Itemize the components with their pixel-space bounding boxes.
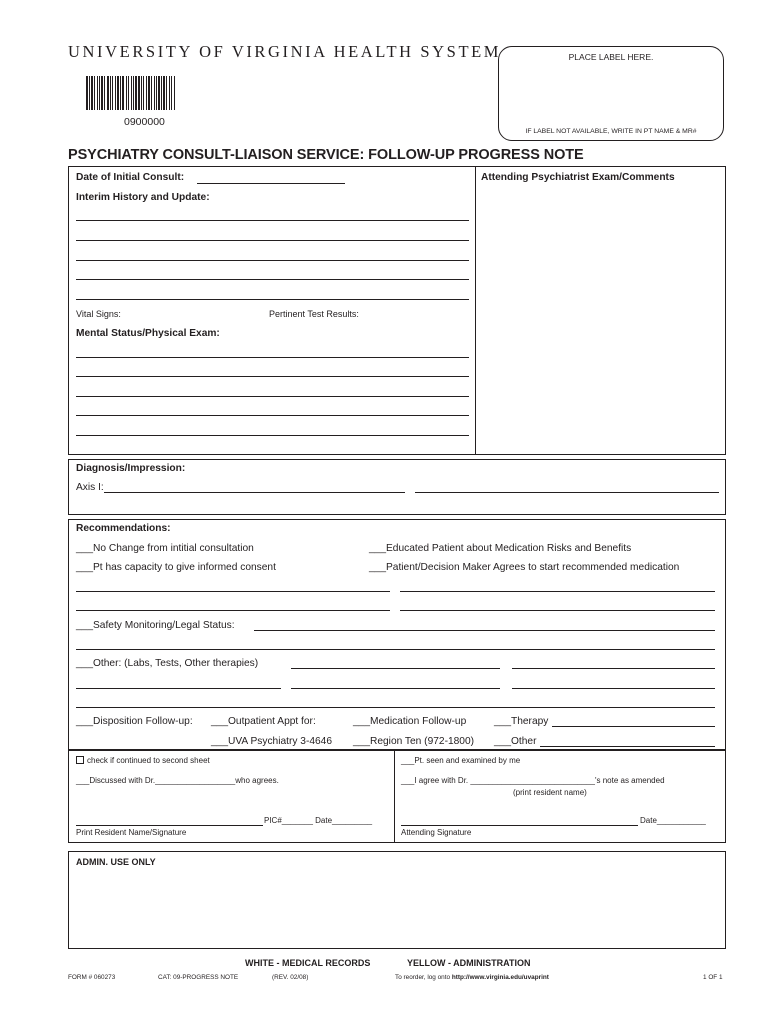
pertinent-tests-label: Pertinent Test Results:	[269, 309, 359, 319]
continued-label: check if continued to second sheet	[87, 756, 210, 765]
no-change-option[interactable]: ___No Change from intitial consultation	[76, 543, 254, 554]
axis-label: Axis I:	[76, 482, 104, 493]
therapy-field[interactable]	[552, 726, 715, 727]
agrees-medication-option[interactable]: ___Patient/Decision Maker Agrees to start recommended medication	[369, 562, 680, 573]
other-therapies-line[interactable]	[76, 688, 281, 689]
other-followup-field[interactable]	[540, 746, 715, 747]
safety-monitoring-field[interactable]	[254, 630, 715, 631]
diagnosis-heading: Diagnosis/Impression:	[76, 463, 186, 474]
label-fallback-instruction: IF LABEL NOT AVAILABLE, WRITE IN PT NAME & MR#	[525, 128, 697, 135]
other-therapies-field[interactable]	[512, 668, 715, 669]
medication-followup-option[interactable]: ___Medication Follow-up	[353, 716, 467, 727]
interim-history-line[interactable]	[76, 260, 469, 261]
yellow-copy-label: YELLOW - ADMINISTRATION	[407, 958, 531, 968]
uva-psychiatry-option[interactable]: ___UVA Psychiatry 3-4646	[211, 736, 332, 747]
section-divider	[475, 166, 476, 455]
checkbox-icon[interactable]	[76, 756, 84, 764]
page-count: 1 OF 1	[703, 974, 723, 981]
interim-history-line[interactable]	[76, 299, 469, 300]
reorder-prefix: To reorder, log onto	[395, 974, 452, 981]
date-initial-consult-field[interactable]	[197, 183, 345, 184]
white-copy-label: WHITE - MEDICAL RECORDS	[245, 958, 371, 968]
admin-heading: ADMIN. USE ONLY	[76, 857, 156, 867]
form-title: PSYCHIATRY CONSULT-LIAISON SERVICE: FOLLOW-UP PROGRESS NOTE	[68, 147, 584, 163]
print-resident-signature-label: Print Resident Name/Signature	[76, 828, 187, 837]
discussed-with-line[interactable]: ___Discussed with Dr.__________________who agrees.	[76, 776, 279, 785]
form-revision: (REV. 02/08)	[272, 974, 309, 981]
form-category: CAT: 09-PROGRESS NOTE	[158, 974, 239, 981]
barcode-number: 0900000	[124, 116, 165, 128]
axis-field[interactable]	[415, 492, 719, 493]
other-therapies-line[interactable]	[512, 688, 715, 689]
mental-status-line[interactable]	[76, 357, 469, 358]
interim-history-label: Interim History and Update:	[76, 192, 210, 203]
attending-comments-heading: Attending Psychiatrist Exam/Comments	[481, 172, 675, 183]
barcode	[86, 76, 210, 110]
mental-status-label: Mental Status/Physical Exam:	[76, 328, 220, 339]
mental-status-line[interactable]	[76, 376, 469, 377]
disposition-followup-option[interactable]: ___Disposition Follow-up:	[76, 716, 193, 727]
date-initial-consult-label: Date of Initial Consult:	[76, 172, 185, 183]
recommendation-line[interactable]	[76, 591, 390, 592]
axis-field[interactable]	[104, 492, 405, 493]
reorder-note	[395, 974, 549, 981]
recommendations-heading: Recommendations:	[76, 523, 171, 534]
interim-history-line[interactable]	[76, 240, 469, 241]
capacity-option[interactable]: ___Pt has capacity to give informed consent	[76, 562, 276, 573]
attending-signature-field[interactable]	[401, 825, 638, 826]
form-number: FORM # 060273	[68, 974, 116, 981]
other-followup-option[interactable]: ___Other	[494, 736, 537, 747]
recommendation-line[interactable]	[400, 591, 715, 592]
region-ten-option[interactable]: ___Region Ten (972-1800)	[353, 736, 475, 747]
therapy-option[interactable]: ___Therapy	[494, 716, 549, 727]
vital-signs-label: Vital Signs:	[76, 309, 121, 319]
educated-patient-option[interactable]: ___Educated Patient about Medication Risks and Benefits	[369, 543, 632, 554]
resident-signature-field[interactable]	[76, 825, 263, 826]
other-therapies-field[interactable]	[291, 668, 500, 669]
interim-history-line[interactable]	[76, 220, 469, 221]
outpatient-appt-option[interactable]: ___Outpatient Appt for:	[211, 716, 316, 727]
signature-divider	[394, 750, 395, 843]
admin-section[interactable]	[68, 851, 726, 949]
mental-status-line[interactable]	[76, 435, 469, 436]
safety-monitoring-label[interactable]: ___Safety Monitoring/Legal Status:	[76, 620, 235, 631]
safety-monitoring-line[interactable]	[76, 649, 715, 650]
attending-comments-field[interactable]	[480, 190, 722, 450]
pic-date-field[interactable]: PIC#_______ Date_________	[264, 816, 373, 825]
interim-history-line[interactable]	[76, 279, 469, 280]
mental-status-line[interactable]	[76, 415, 469, 416]
pt-seen-option[interactable]: ___Pt. seen and examined by me	[401, 756, 521, 765]
other-therapies-label[interactable]: ___Other: (Labs, Tests, Other therapies)	[76, 658, 259, 669]
label-instruction: PLACE LABEL HERE.	[568, 52, 654, 62]
other-therapies-line[interactable]	[76, 707, 715, 708]
mental-status-line[interactable]	[76, 396, 469, 397]
other-therapies-line[interactable]	[291, 688, 500, 689]
agree-with-resident-line[interactable]: ___I agree with Dr. ____________________________'s note as amended	[401, 776, 665, 785]
institution-name: UNIVERSITY OF VIRGINIA HEALTH SYSTEM	[68, 42, 502, 61]
reorder-link[interactable]: http://www.virginia.edu/uvaprint	[451, 974, 549, 981]
recommendation-line[interactable]	[400, 610, 715, 611]
attending-signature-label: Attending Signature	[401, 828, 472, 837]
continued-checkbox-row[interactable]	[76, 756, 210, 765]
attending-date-field[interactable]: Date___________	[640, 816, 706, 825]
recommendation-line[interactable]	[76, 610, 390, 611]
print-resident-name-hint: (print resident name)	[513, 788, 587, 797]
